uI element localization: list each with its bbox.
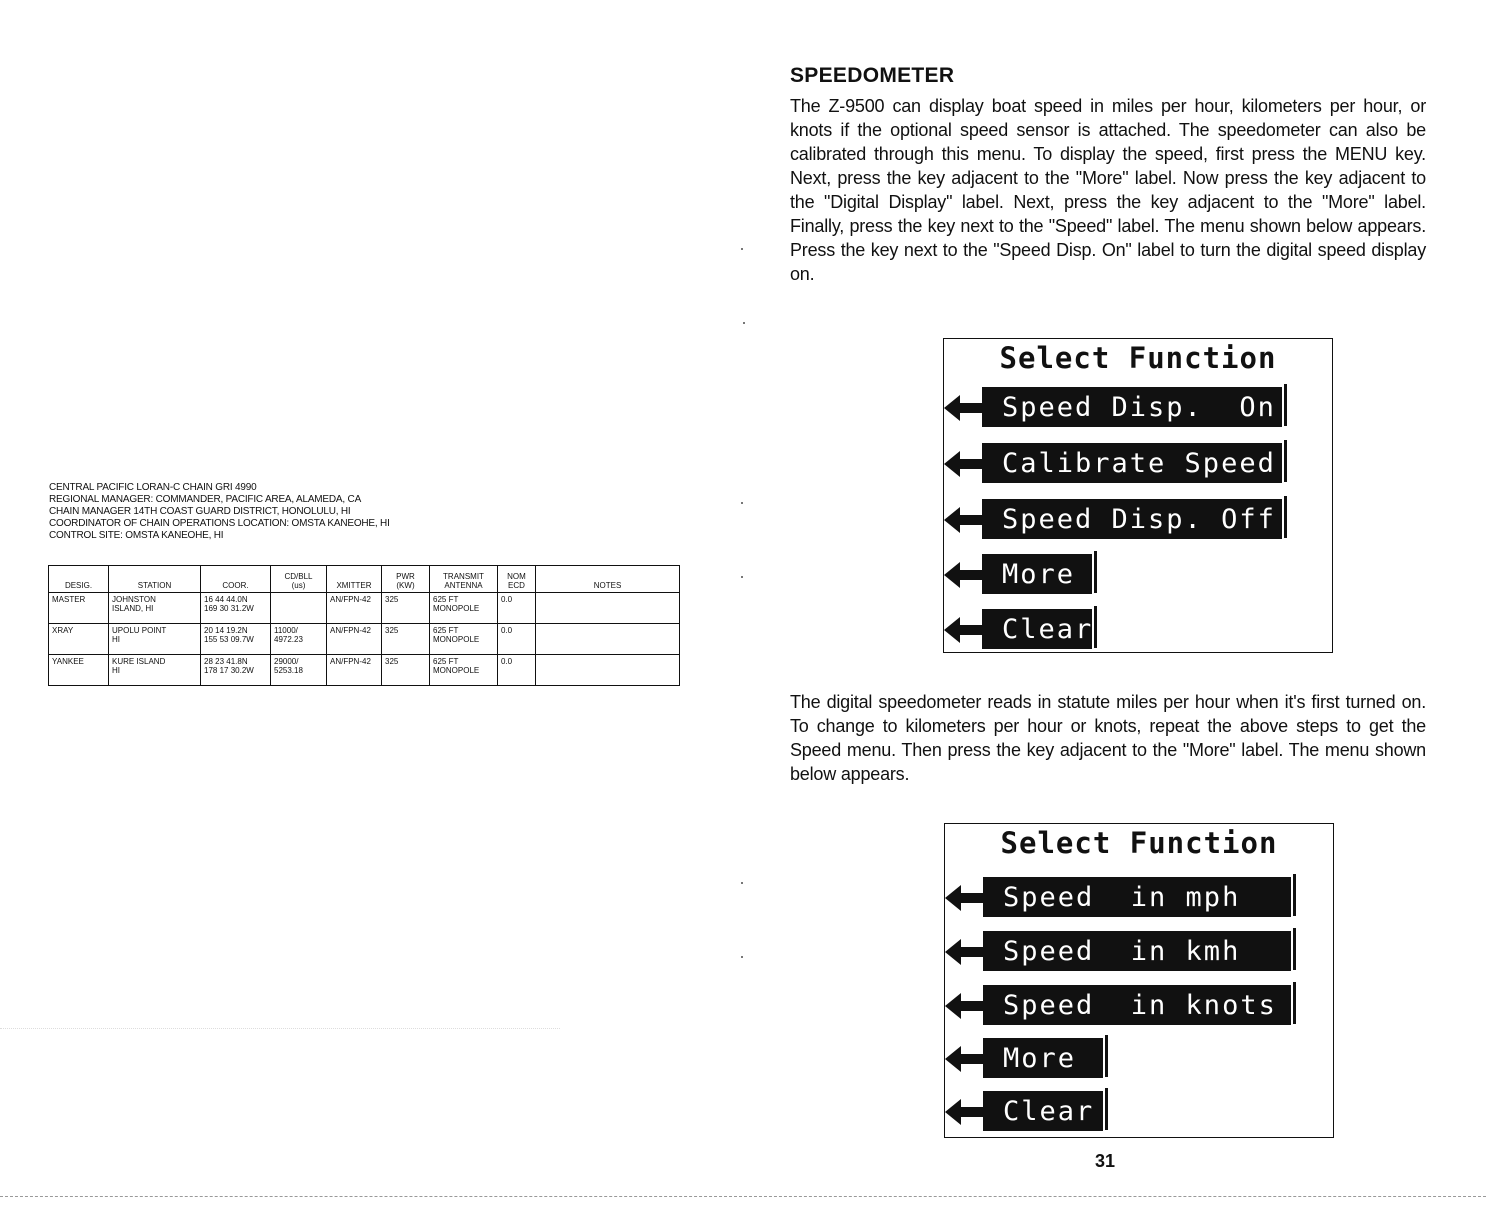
table-cell — [382, 593, 430, 624]
cell-text: YANKEE — [52, 657, 84, 666]
page-number: 31 — [1095, 1151, 1116, 1171]
intro-paragraph: The Z-9500 can display boat speed in miles per hour, kilometers per hour, or knots if the optional speed sensor is attached. The speedometer can also be calibrated through this menu. To display the speed, first press the MENU key. Next, press the key adjacent to the "More" label. Now press the key adjacent to the "Digital Display" label. Next, press the key adjacent to the "More" label. Finally, press the key next to the "Speed" label. The menu shown below appears. Press the key next to the "Speed Disp. On" label to turn the digital speed display on. — [790, 96, 1426, 284]
table-cell — [109, 655, 201, 686]
menu-item-edge — [1293, 874, 1296, 916]
table-cell — [49, 624, 109, 655]
header-text: PWR — [396, 572, 415, 581]
menu-item-label: Speed in knots — [983, 985, 1291, 1025]
cell-text: HI — [112, 635, 120, 644]
cell-text: 169 30 31.2W — [204, 604, 254, 613]
cell-text: UPOLU POINT — [112, 626, 167, 635]
menu-item-edge — [1284, 384, 1287, 426]
table-cell — [498, 655, 536, 686]
menu-item-label: Speed in mph — [983, 877, 1291, 917]
loran-station-table — [48, 565, 680, 686]
menu-item-edge — [1293, 982, 1296, 1024]
table-header-cell — [109, 566, 201, 593]
chain-info-line: CONTROL SITE: OMSTA KANEOHE, HI — [49, 530, 224, 541]
menu-title: Select Function — [1000, 826, 1278, 860]
table-row — [49, 624, 680, 655]
table-cell — [109, 624, 201, 655]
cell-text: MONOPOLE — [433, 635, 480, 644]
cell-text: AN/FPN-42 — [330, 657, 371, 666]
cell-text: 11000/ — [274, 626, 298, 635]
table-cell — [271, 624, 327, 655]
units-paragraph: The digital speedometer reads in statute miles per hour when it's first turned on. To change to kilometers per hour or knots, repeat the above steps to get the Speed menu. Then press the key adjacent to the "More" label. The menu shown below appears. — [790, 692, 1426, 784]
table-header-cell — [430, 566, 498, 593]
header-text: DESIG. — [64, 581, 93, 590]
cell-text: 155 53 09.7W — [204, 635, 254, 644]
menu-item-edge — [1293, 928, 1296, 970]
table-cell — [49, 655, 109, 686]
cell-text: 16 44 44.0N — [204, 595, 248, 604]
menu-item-label: Calibrate Speed — [982, 443, 1282, 483]
table-cell — [327, 624, 382, 655]
cell-text: JOHNSTON — [112, 595, 156, 604]
cell-text: MASTER — [52, 595, 86, 604]
table-cell — [271, 655, 327, 686]
menu-item-label: Clear — [982, 609, 1092, 649]
menu-item-label: Speed in kmh — [983, 931, 1291, 971]
menu-item-label: Speed Disp. On — [982, 387, 1282, 427]
table-row — [49, 655, 680, 686]
loran-chain-info — [49, 482, 689, 542]
header-text: NOTES — [593, 581, 622, 590]
menu-item-edge — [1094, 551, 1097, 593]
cell-text: 28 23 41.8N — [204, 657, 248, 666]
chain-info-line: COORDINATOR OF CHAIN OPERATIONS LOCATION: OMSTA KANEOHE, HI — [49, 518, 390, 529]
cell-text: MONOPOLE — [433, 666, 480, 675]
header-text: NOM — [507, 572, 526, 581]
cell-text: 325 — [385, 626, 399, 635]
table-cell — [49, 593, 109, 624]
chain-info-line: REGIONAL MANAGER: COMMANDER, PACIFIC AREA, ALAMEDA, CA — [49, 494, 362, 505]
header-text: (us) — [291, 581, 306, 590]
table-header-cell — [382, 566, 430, 593]
table-row — [49, 593, 680, 624]
menu-item-edge — [1105, 1035, 1108, 1077]
cell-text: 325 — [385, 595, 399, 604]
menu-title: Select Function — [999, 341, 1277, 375]
cell-text: XRAY — [52, 626, 74, 635]
chain-info-line: CHAIN MANAGER 14TH COAST GUARD DISTRICT, HONOLULU, HI — [49, 506, 351, 517]
cell-text: 4972.23 — [274, 635, 303, 644]
table-cell — [430, 593, 498, 624]
cell-text: 325 — [385, 657, 399, 666]
table-cell — [327, 593, 382, 624]
table-header-cell — [271, 566, 327, 593]
header-text: CD/BLL — [284, 572, 313, 581]
table-cell — [536, 593, 680, 624]
cell-text: 178 17 30.2W — [204, 666, 254, 675]
table-cell — [430, 624, 498, 655]
header-text: ECD — [508, 581, 525, 590]
menu-item-label: More — [983, 1038, 1103, 1078]
menu-item-edge — [1284, 496, 1287, 538]
table-header-cell — [49, 566, 109, 593]
table-cell — [201, 655, 271, 686]
header-text: STATION — [137, 581, 172, 590]
cell-text: 0.0 — [501, 595, 513, 604]
select-function-menu-speed — [943, 338, 1333, 653]
cell-text: 29000/ — [274, 657, 299, 666]
select-function-menu-units — [944, 823, 1334, 1138]
cell-text: 625 FT — [433, 595, 459, 604]
cell-text: KURE ISLAND — [112, 657, 166, 666]
table-cell — [498, 624, 536, 655]
menu-item-label: Clear — [983, 1091, 1103, 1131]
table-header-cell — [498, 566, 536, 593]
header-text: (KW) — [396, 581, 415, 590]
table-header-cell — [201, 566, 271, 593]
table-cell — [382, 624, 430, 655]
cell-text: 0.0 — [501, 626, 513, 635]
header-text: COOR. — [222, 581, 249, 590]
cell-text: MONOPOLE — [433, 604, 480, 613]
cell-text: 5253.18 — [274, 666, 303, 675]
table-cell — [382, 655, 430, 686]
table-body — [49, 593, 680, 686]
table-cell — [271, 593, 327, 624]
table-header-cell — [327, 566, 382, 593]
cell-text: AN/FPN-42 — [330, 626, 371, 635]
cell-text: 20 14 19.2N — [204, 626, 248, 635]
menu-item-edge — [1094, 606, 1097, 648]
table-cell — [201, 624, 271, 655]
table-cell — [536, 655, 680, 686]
cell-text: 0.0 — [501, 657, 513, 666]
cell-text: ISLAND, HI — [112, 604, 154, 613]
menu-item-edge — [1284, 440, 1287, 482]
table-header-row — [49, 566, 680, 593]
chain-info-line: CENTRAL PACIFIC LORAN-C CHAIN GRI 4990 — [49, 482, 257, 493]
table-cell — [201, 593, 271, 624]
menu-item-label: More — [982, 554, 1092, 594]
table-cell — [536, 624, 680, 655]
table-cell — [498, 593, 536, 624]
table-cell — [109, 593, 201, 624]
menu-item-label: Speed Disp. Off — [982, 499, 1282, 539]
menu-item-edge — [1105, 1088, 1108, 1130]
section-heading: SPEEDOMETER — [790, 64, 955, 87]
header-text: ANTENNA — [444, 581, 483, 590]
cell-text: AN/FPN-42 — [330, 595, 371, 604]
table-cell — [327, 655, 382, 686]
header-text: XMITTER — [336, 581, 372, 590]
header-text: TRANSMIT — [443, 572, 484, 581]
cell-text: 625 FT — [433, 626, 459, 635]
cell-text: HI — [112, 666, 120, 675]
table-header-cell — [536, 566, 680, 593]
cell-text: 625 FT — [433, 657, 459, 666]
table-cell — [430, 655, 498, 686]
